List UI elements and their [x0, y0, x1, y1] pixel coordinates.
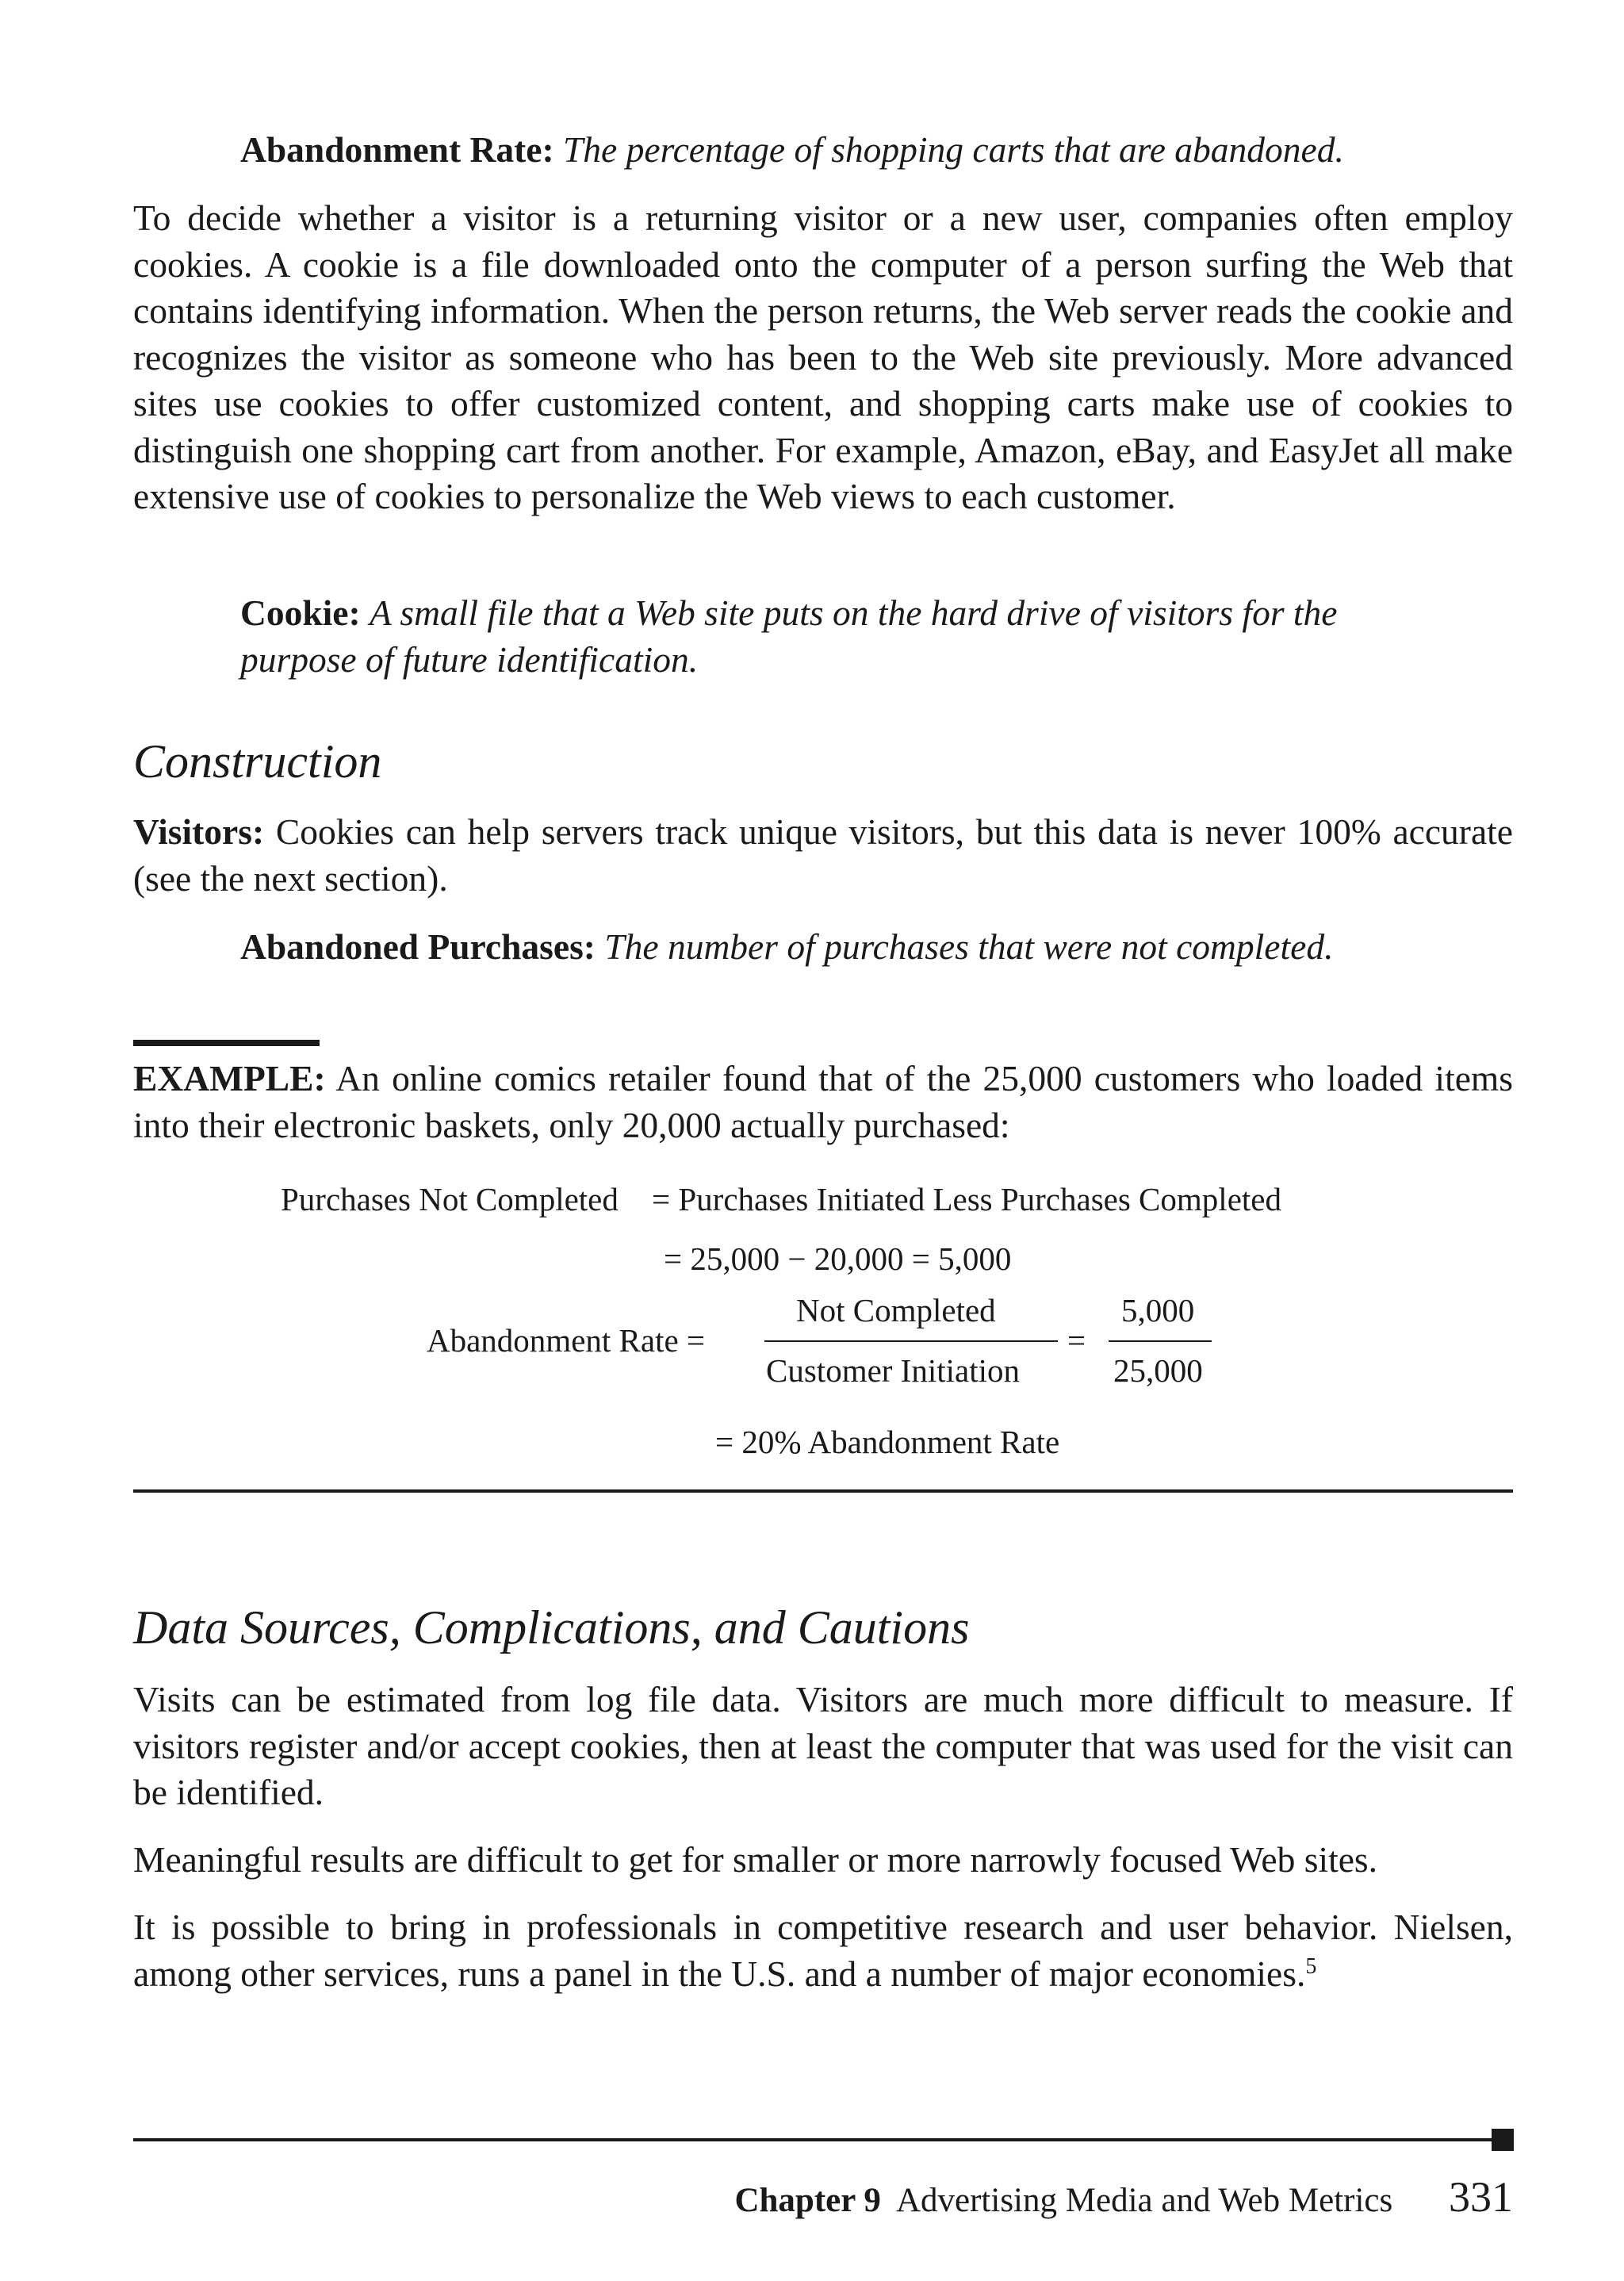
page-footer — [734, 2175, 1513, 2223]
equation-2: = 25,000 − 20,000 = 5,000 — [664, 1240, 1012, 1277]
example-lead: EXAMPLE: — [133, 1058, 326, 1098]
fraction-2-denominator: 25,000 — [1113, 1352, 1203, 1389]
paragraph-cookies: To decide whether a visitor is a returning visitor or a new user, companies often employ cookies. A cookie is a file downloaded onto the computer of a person surfing the Web that contains identifying information. When the person returns, the Web server reads the cookie and recognizes the visitor as someone who has been to the Web site previously. More advanced sites use cookies to offer customized content, and shopping carts make use of cookies to distinguish one shopping cart from another. For example, Amazon, eBay, and EasyJet all make extensive use of cookies to personalize the Web views to each customer. — [133, 197, 1513, 516]
equation-1-right: = Purchases Initiated Less Purchases Completed — [652, 1181, 1281, 1217]
footer-square-mark — [1492, 2129, 1514, 2151]
definition-term: Cookie: — [240, 592, 361, 633]
paragraph-text: Cookies can help servers track unique visitors, but this data is never 100% accurate (see the next section). — [133, 811, 1513, 899]
footer-title: Advertising Media and Web Metrics — [895, 2182, 1393, 2219]
page — [133, 0, 1513, 2281]
example-text: An online comics retailer found that of the 25,000 customers who loaded items into their electronic baskets, only 20,000 actually purchased: — [133, 1058, 1513, 1145]
example-rule-top — [133, 1040, 320, 1046]
definition-cookie — [133, 590, 1513, 683]
paragraph-data-sources-1: Visits can be estimated from log file data. Visitors are much more difficult to measure. If visitors register and/or accept cookies, then at least the computer that was used for the visit can be identified. — [133, 1679, 1513, 1812]
page-number: 331 — [1449, 2173, 1513, 2221]
definition-term: Abandonment Rate: — [240, 129, 554, 170]
footnote-marker: 5 — [1305, 1953, 1317, 1979]
equation-4: = 20% Abandonment Rate — [715, 1424, 1060, 1460]
footer-rule — [133, 2138, 1501, 2141]
heading-data-sources: Data Sources, Complications, and Cautions — [133, 1601, 970, 1654]
example-intro — [133, 1056, 1513, 1148]
equation-3-left: Abandonment Rate = — [427, 1322, 706, 1359]
definition-description: The number of purchases that were not completed. — [604, 926, 1334, 967]
definition-abandonment-rate — [133, 127, 1620, 174]
definition-term: Abandoned Purchases: — [240, 926, 596, 967]
paragraph-data-sources-3 — [133, 1904, 1513, 1997]
equation-3-mid: = — [1067, 1322, 1086, 1359]
paragraph-data-sources-2: Meaningful results are difficult to get for smaller or more narrowly focused Web sites. — [133, 1839, 1378, 1880]
example-rule-bottom — [133, 1489, 1513, 1493]
fraction-1-bar — [764, 1340, 1058, 1342]
fraction-1-denominator: Customer Initiation — [766, 1352, 1020, 1389]
fraction-1-numerator: Not Completed — [796, 1292, 996, 1328]
definition-abandoned-purchases — [133, 924, 1620, 971]
definition-description: A small file that a Web site puts on the hard drive of visitors for the purpose of future identification. — [240, 592, 1338, 680]
footer-chapter: Chapter 9 — [734, 2182, 881, 2219]
fraction-2-bar — [1109, 1340, 1212, 1342]
definition-description: The percentage of shopping carts that are abandoned. — [563, 129, 1344, 170]
paragraph-lead: Visitors: — [133, 811, 265, 852]
heading-construction: Construction — [133, 735, 382, 788]
fraction-2-numerator: 5,000 — [1121, 1292, 1195, 1328]
paragraph-visitors — [133, 809, 1513, 902]
paragraph-text: It is possible to bring in professionals in competitive research and user behavior. Nielsen, among other services, runs a panel in the U.S. and a number of major economies. — [133, 1907, 1513, 1994]
equation-1-left: Purchases Not Completed — [281, 1181, 619, 1217]
